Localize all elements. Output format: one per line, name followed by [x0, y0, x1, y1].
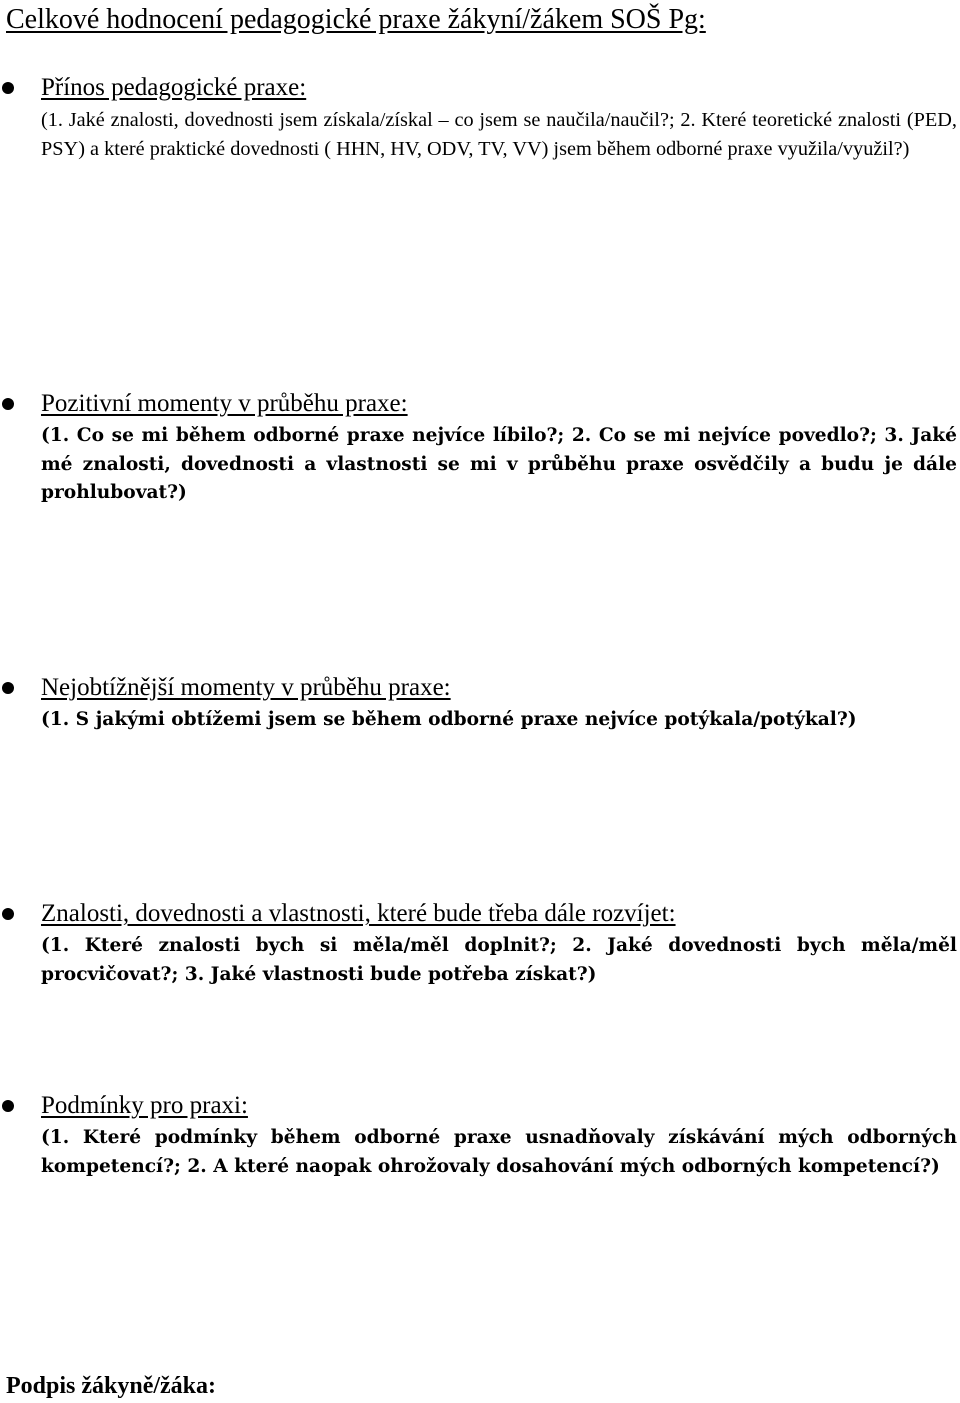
- section-heading: Pozitivní momenty v průběhu praxe:: [41, 390, 408, 417]
- signature-label: Podpis žákyně/žáka:: [6, 1373, 217, 1399]
- section-heading: Znalosti, dovednosti a vlastnosti, které bude třeba dále rozvíjet:: [41, 900, 676, 927]
- bullet-icon: [2, 682, 14, 694]
- section-questions: (1. Jaké znalosti, dovednosti jsem získala/získal – co jsem se naučila/naučil?; 2. Které teoretické znalosti (PED, PSY) a které praktické dovednosti ( HHN, HV, ODV, TV, VV) jsem během odborné praxe využila/využil?): [41, 109, 957, 160]
- document-title: Celkové hodnocení pedagogické praxe žákyní/žákem SOŠ Pg:: [6, 4, 706, 35]
- section-questions: (1. Které znalosti bych si měla/měl doplnit?; 2. Jaké dovednosti bych měla/měl procvičovat?; 3. Jaké vlastnosti bude potřeba získat?): [41, 935, 957, 985]
- section-heading: Nejobtížnější momenty v průběhu praxe:: [41, 674, 451, 701]
- section-heading: Podmínky pro praxi:: [41, 1092, 248, 1119]
- bullet-icon: [2, 82, 14, 94]
- section-questions: (1. S jakými obtížemi jsem se během odborné praxe nejvíce potýkala/potýkal?): [41, 709, 857, 730]
- section-questions: (1. Které podmínky během odborné praxe usnadňovaly získávání mých odborných kompetencí?; 2. A které naopak ohrožovaly dosahování mých odborných kompetencí?): [41, 1127, 957, 1177]
- section-questions: (1. Co se mi během odborné praxe nejvíce líbilo?; 2. Co se mi nejvíce povedlo?; 3. Jaké mé znalosti, dovednosti a vlastnosti se mi v průběhu praxe osvědčily a budu je dále prohlubovat?): [41, 425, 957, 503]
- bullet-icon: [2, 908, 14, 920]
- bullet-icon: [2, 1100, 14, 1112]
- bullet-icon: [2, 398, 14, 410]
- section-heading: Přínos pedagogické praxe:: [41, 74, 307, 101]
